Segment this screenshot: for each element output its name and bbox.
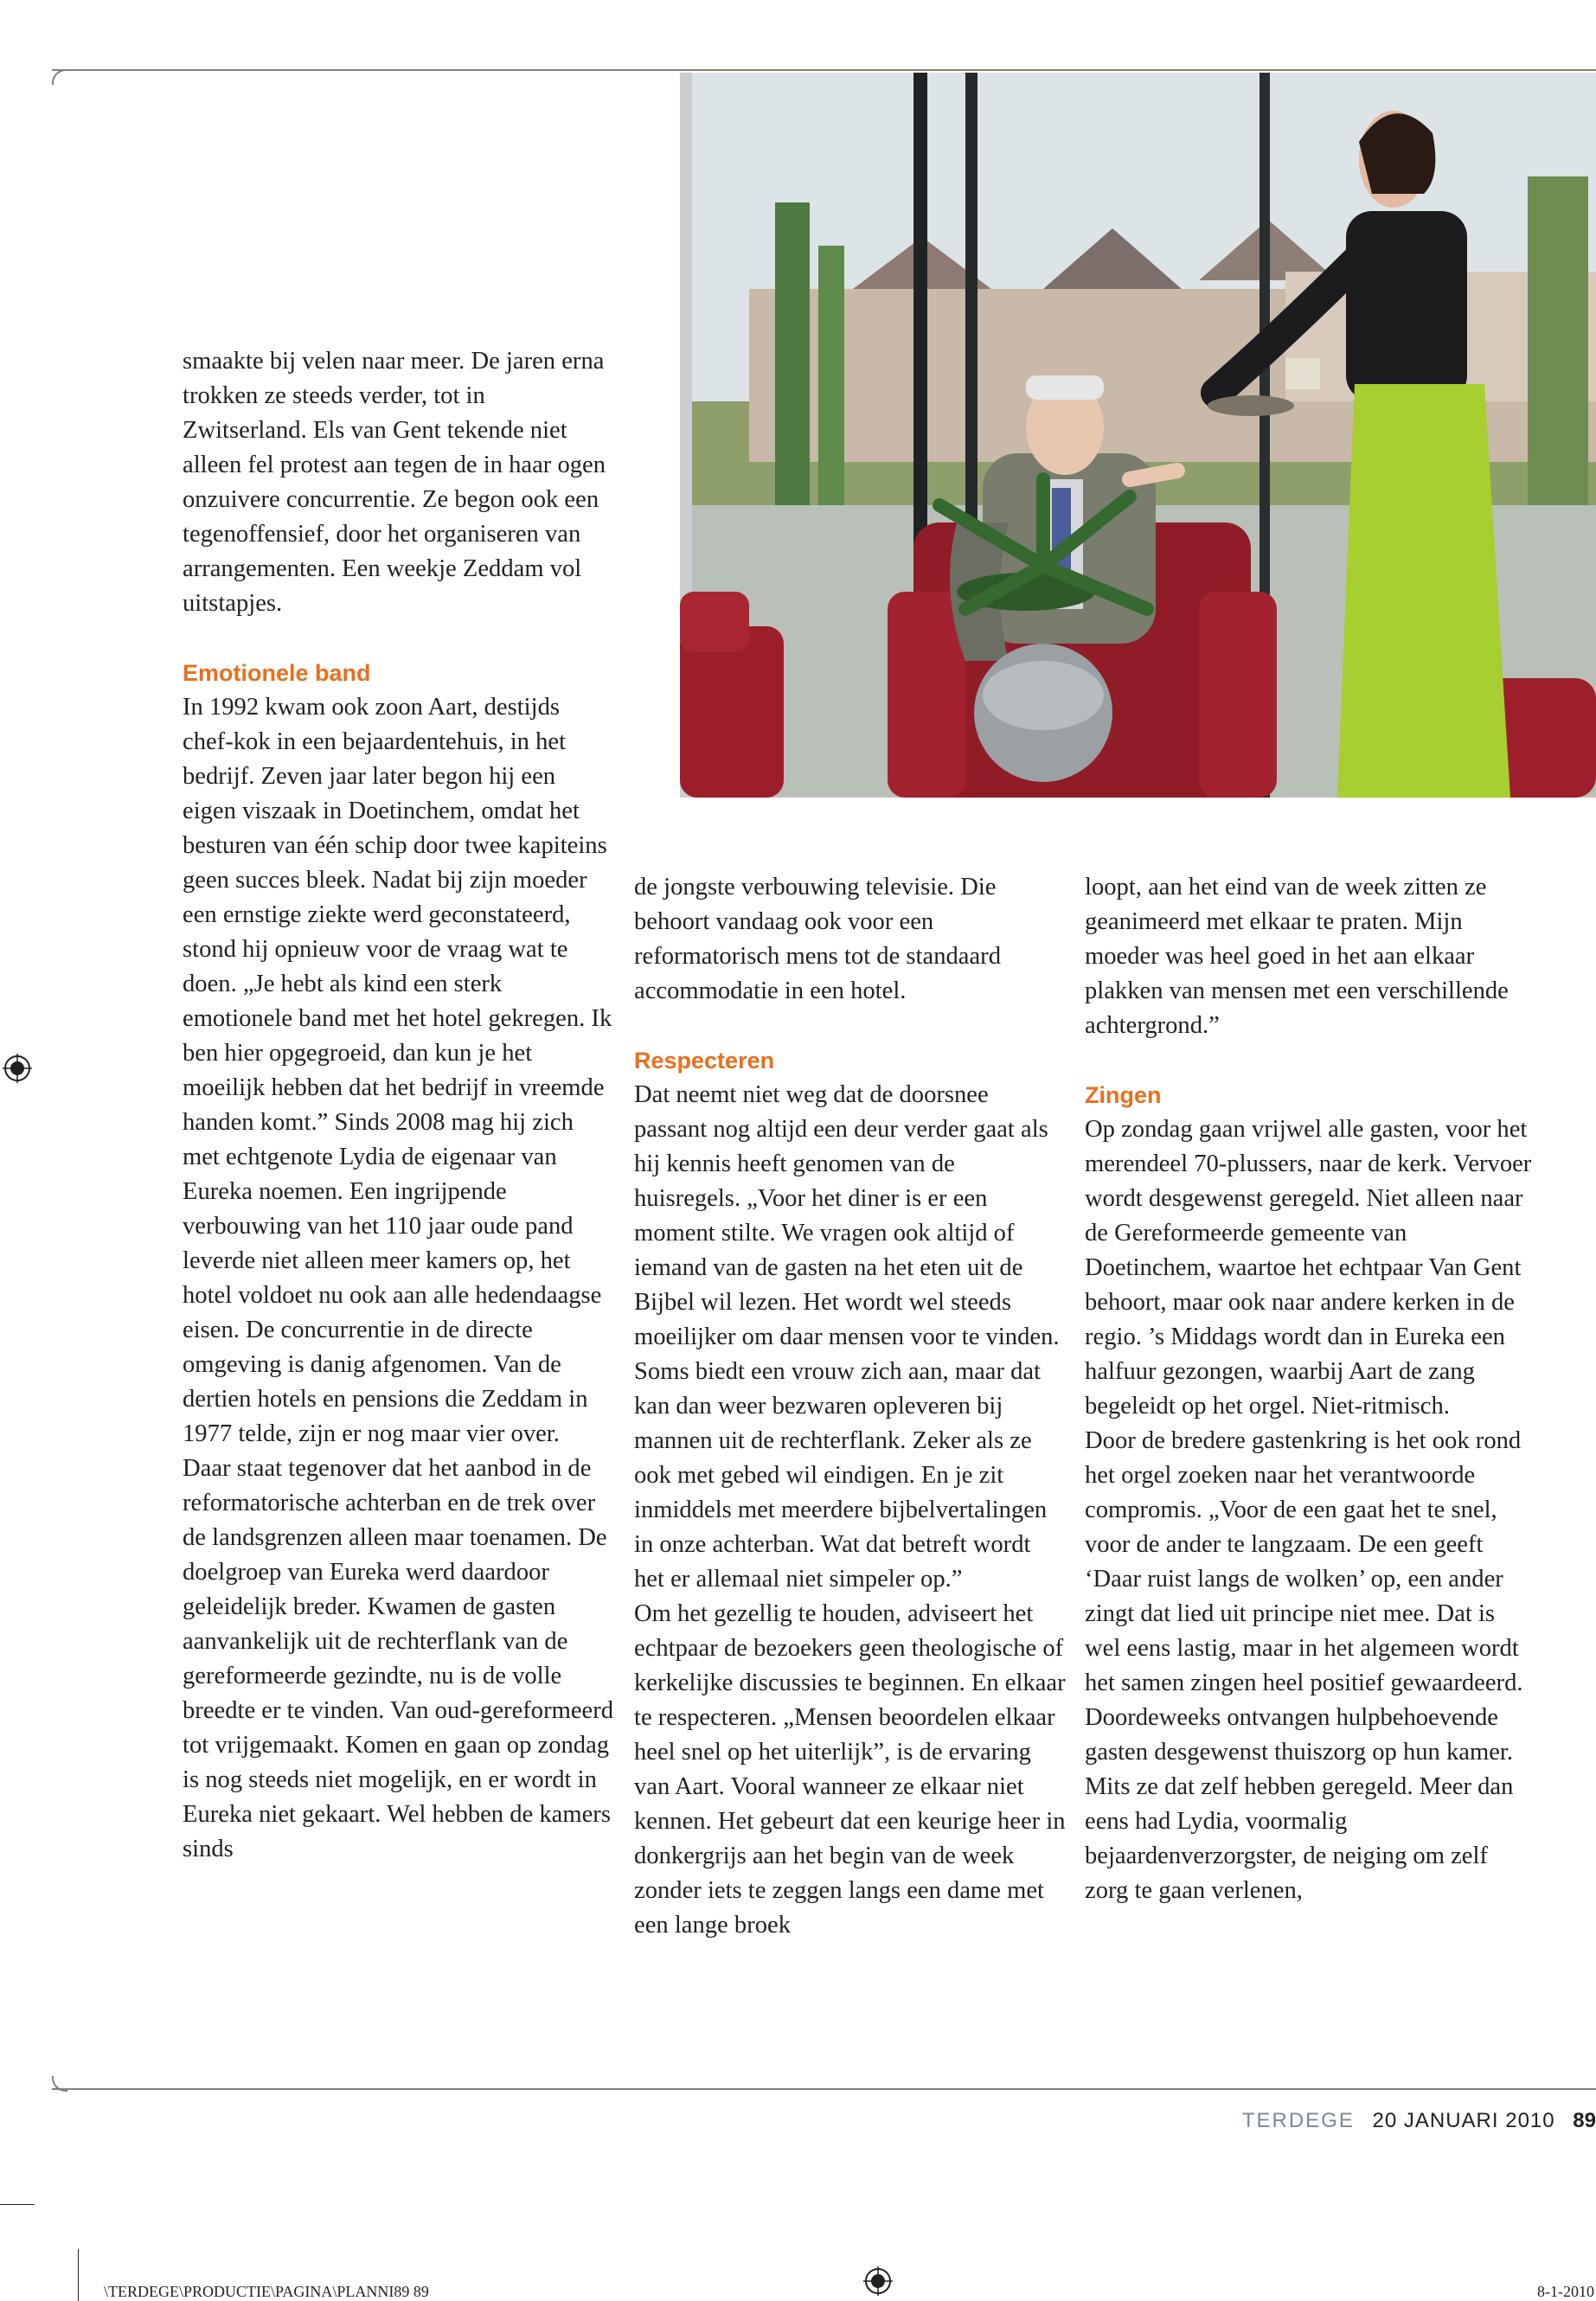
page-footer: [1242, 2107, 1596, 2135]
photo-illustration: [680, 73, 1596, 798]
slug-path: \TERDEGE\PRODUCTIE\PAGINA\PLANNI89 89: [104, 2283, 429, 2300]
col2-body-1: Dat neemt niet weg dat de doorsnee passant nog altijd een deur verder gaat als hij kennis heeft genomen van de huisregels. „Voor het diner is er een moment stilte. We vragen ook altijd of iemand van de gasten na het eten uit de Bijbel wil lezen. Het wordt wel steeds moeilijker om daar mensen voor te vinden. Soms biedt een vrouw zich aan, maar dat kan dan weer bezwaren opleveren bij mannen uit de rechterflank. Zeker als ze ook met gebed wil eindigen. En je zit inmiddels met meerdere bijbelvertalingen in onze achterban. Wat dat betreft wordt het er allemaal niet simpeler op.”: [634, 1081, 1060, 1593]
slug-date: 8-1-2010: [1537, 2283, 1594, 2300]
col1-intro: smaakte bij velen naar meer. De jaren erna trokken ze steeds verder, tot in Zwitserland. Els van Gent tekende niet alleen fel protest aan tegen de in haar ogen onzuivere concurrentie. Ze begon ook een tegenoffensief, door het organiseren van arrangementen. Een weekje Zeddam vol uitstapjes.: [183, 348, 606, 617]
page-number: 89: [1573, 2109, 1596, 2132]
top-rule: [52, 69, 1596, 71]
bottom-rule: [52, 2088, 1596, 2090]
top-rule-corner: [52, 69, 67, 85]
registration-mark-icon: [863, 2266, 893, 2296]
crop-mark: [0, 2204, 35, 2205]
issue-date: 20 JANUARI 2010: [1372, 2109, 1555, 2132]
photo-hotel-lounge: [680, 73, 1596, 798]
heading-zingen: Zingen: [1085, 1082, 1162, 1108]
heading-respecteren: Respecteren: [634, 1048, 775, 1074]
magazine-name: TERDEGE: [1241, 2109, 1355, 2132]
col1-body-2: Daar staat tegenover dat het aanbod in de reformatorische achterban en de trek over de landsgrenzen alleen maar toenamen. De doelgroep van Eureka werd daardoor geleidelijk breder. Kwamen de gasten aanvankelijk uit de rechterflank van de gereformeerde gezindte, nu is de volle breedte er te vinden. Van oud-gereformeerd tot vrijgemaakt. Komen en gaan op zondag is nog steeds niet mogelijk, en er wordt in Eureka niet gekaart. Wel hebben de kamers sinds: [183, 1455, 614, 1862]
col3-intro: loopt, aan het eind van de week zitten ze geanimeerd met elkaar te praten. Mijn moeder was heel goed in het aan elkaar plakken van mensen met een verschillende achtergrond.”: [1085, 874, 1509, 1039]
col3-body-2: Door de bredere gastenkring is het ook rond het orgel zoeken naar het verantwoorde compromis. „Voor de een gaat het te snel, voor de ander te langzaam. De een geeft ‘Daar ruist langs de wolken’ op, een ander zingt dat lied uit principe niet mee. Dat is wel eens lastig, maar in het algemeen wordt het samen zingen heel positief gewaardeerd.: [1085, 1427, 1523, 1696]
col3-body-1: Op zondag gaan vrijwel alle gasten, voor het merendeel 70-plussers, naar de kerk. Vervoer wordt desgewenst geregeld. Niet alleen naar de Gereformeerde gemeente van Doetinchem, waartoe het echtpaar Van Gent behoort, maar ook naar andere kerken in de regio. ’s Middags wordt dan in Eureka een halfuur gezongen, waarbij Aart de zang begeleidt op het orgel. Niet-ritmisch.: [1085, 1116, 1532, 1420]
col2-intro: de jongste verbouwing televisie. Die behoort vandaag ook voor een reformatorisch mens tot de standaard accommodatie in een hotel.: [634, 874, 1001, 1004]
heading-emotionele-band: Emotionele band: [183, 660, 371, 686]
column-2: [634, 870, 1067, 1943]
registration-mark-icon: [3, 1054, 32, 1083]
crop-mark: [78, 2249, 79, 2301]
col1-body-1: In 1992 kwam ook zoon Aart, destijds chef-kok in een bejaardentehuis, in het bedrijf. Zeven jaar later begon hij een eigen viszaak in Doetinchem, omdat het besturen van één schip door twee kapiteins geen succes bleek. Nadat bij zijn moeder een ernstige ziekte werd geconstateerd, stond hij opnieuw voor de vraag wat te doen. „Je hebt als kind een sterk emotionele band met het hotel gekregen. Ik ben hier opgegroeid, dan kun je het moeilijk hebben dat het bedrijf in vreemde handen komt.” Sinds 2008 mag hij zich met echtgenote Lydia de eigenaar van Eureka noemen. Een ingrijpende verbouwing van het 110 jaar oude pand leverde niet alleen meer kamers op, het hotel voldoet nu ook aan alle hedendaagse eisen. De concurrentie in de directe omgeving is danig afgenomen. Van de dertien hotels en pensions die Zeddam in 1977 telde, zijn er nog maar vier over.: [183, 694, 612, 1447]
col3-body-3: Doordeweeks ontvangen hulpbehoevende gasten desgewenst thuiszorg op hun kamer. Mits ze dat zelf hebben geregeld. Meer dan eens had Lydia, voormalig bejaardenverzorgster, de neiging om zelf zorg te gaan verlenen,: [1085, 1704, 1514, 1904]
column-1: [183, 344, 615, 1867]
col2-body-2: Om het gezellig te houden, adviseert het echtpaar de bezoekers geen theologische of kerkelijke discussies te beginnen. En elkaar te respecteren. „Mensen beoordelen elkaar heel snel op het uiterlijk”, is de ervaring van Aart. Vooral wanneer ze elkaar niet kennen. Het gebeurt dat een keurige heer in donkergrijs aan het begin van de week zonder iets te zeggen langs een dame met een lange broek: [634, 1600, 1066, 1939]
column-3: [1085, 870, 1535, 1908]
